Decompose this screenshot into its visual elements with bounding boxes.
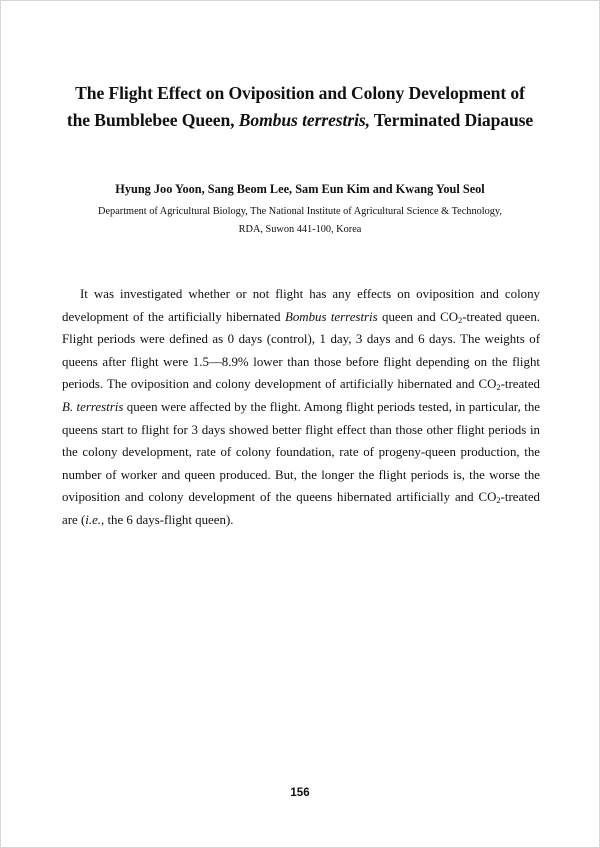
title-species-name: Bombus terrestris, bbox=[238, 110, 370, 130]
affiliation-line-1: Department of Agricultural Biology, The National Institute of Agricultural Science & Technology, bbox=[98, 206, 502, 217]
co2-subscript: 2 bbox=[458, 314, 463, 325]
abstract-text-6: -treated are ( bbox=[62, 490, 540, 527]
author-list: Hyung Joo Yoon, Sang Beom Lee, Sam Eun Kim and Kwang Youl Seol bbox=[115, 182, 485, 196]
title-line-2-prefix: the Bumblebee Queen, bbox=[66, 110, 239, 130]
abstract-text-4: -treated bbox=[500, 377, 540, 392]
co2-subscript: 2 bbox=[496, 495, 501, 506]
affiliation-line-2: RDA, Suwon 441-100, Korea bbox=[238, 224, 362, 235]
abstract-species-abbrev: B. terrestris bbox=[62, 399, 124, 414]
abstract-paragraph bbox=[62, 283, 540, 532]
abstract-text-2: queen and CO bbox=[377, 309, 459, 324]
abstract-text-1: It was investigated whether or not flight has any effects on oviposition and colony development of the artificially hibernated bbox=[62, 287, 540, 324]
abstract-text-5: queen were affected by the flight. Among flight periods tested, in particular, the queens start to flight for 3 days showed better flight effect than those other flight periods in the colony development, rate of colony foundation, rate of progeny-queen production, the number of worker and queen produced. But, the longer the flight periods is, the worse the oviposition and colony development of the queens hibernated artificially and CO bbox=[62, 399, 540, 505]
author-affiliation bbox=[40, 203, 560, 239]
abstract-ie: i.e. bbox=[85, 512, 102, 527]
page-number: 156 bbox=[290, 787, 310, 799]
paper-title bbox=[40, 80, 560, 134]
abstract-species-name: Bombus terrestris bbox=[284, 309, 378, 324]
title-line-2-suffix: Terminated Diapause bbox=[369, 110, 534, 130]
abstract-text-3: -treated queen. Flight periods were defined as 0 days (control), 1 day, 3 days and 6 days. The weights of queens after flight were 1.5—8.9% lower than those before flight depending on the flight periods. The oviposition and colony development of artificially hibernated and CO bbox=[62, 309, 540, 392]
title-line-1: The Flight Effect on Oviposition and Colony Development of bbox=[75, 83, 525, 103]
co2-subscript: 2 bbox=[496, 382, 501, 393]
abstract-text-7: , the 6 days-flight queen). bbox=[101, 512, 234, 527]
